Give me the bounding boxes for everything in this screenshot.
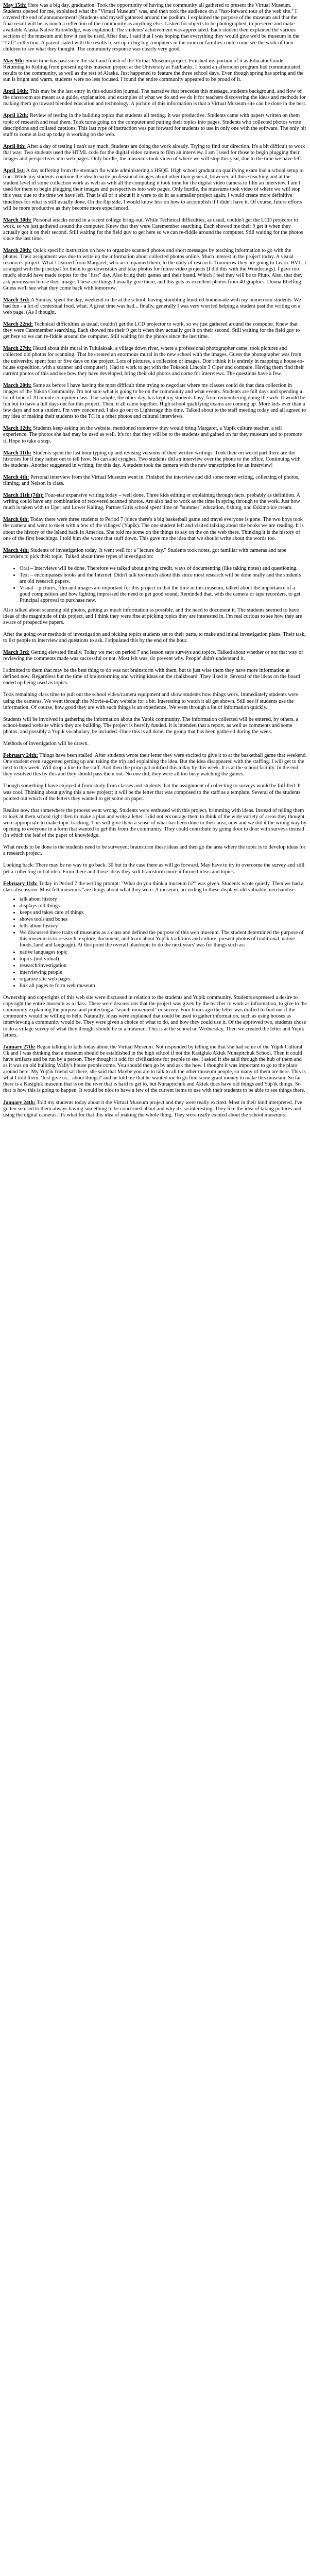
entry-date: March 11th:	[3, 450, 31, 456]
entry-date: May 15th:	[3, 3, 27, 8]
bullet-item: • interviewing people	[20, 970, 307, 976]
entry-text: Ownership and copyrights of this web site were discussed in relation to the students and Yupik community. Students expressed a desire to copyright the entire museum as a class. There were discussions that the project was given by the teacher to work as information, to give to the community explaining the purpose and protecting a "search movement" or survey. Four hours ago the letter was drafted to find out if the community would be willing to help. Naturally, ideas were explained that could be used to gather information, such as using houses as interviewing a community would be. They were given a choice of what to do, and how they could use it. Of the approved two, students chose to do a village survey of what they thought should be in a museum. This is at the school on Wednesday. Then we created the letter and Yupik letters.	[3, 995, 307, 1038]
entry-text: Though something I have enjoyed it from study from classes and students that the assignment of collecting to surveys would be fulfilled. It was cool. Thinking about giving this a new project; it will be the letter that was composed to the staff as a template. Several of the students pointed out which of the letters they wanted to get some on paper.	[3, 783, 301, 802]
journal-entry	[3, 346, 307, 377]
entry-paragraph	[3, 58, 307, 83]
entry-text: Today there were three students to Period 7 (since there's a big basketball game and travel everyone is gone. The two boys took the camera and went to meet with a few of the villages' (Yupik). The one student left and visited talking about the books we are reading. It is about the history of the Island back in America. She told me some on the things to say on the on the web there. Thinking it is the history of one of the first beachings. I told him she wrote that stuff down. This gave me the idea that we should write about the words too.	[3, 517, 304, 541]
journal-entry	[3, 741, 307, 747]
entry-date: March 3rd:	[3, 649, 30, 655]
entry-text: Some time has past since the start and finish of the Virtual Museum project. Finished my portion of it as Educator Guide. Returning to Kolitug from presenting this museum project at the University at Fairbanks, I found an afternoon program had communicated results to the community, as well as the rest of Alaska. Just happened to feature the three school days. Even though spring has spring and the sun is bright and warm, students were no less focused. I found the entire community appeared to be proud of it.	[3, 58, 304, 83]
entry-paragraph	[3, 113, 307, 138]
entry-text: Getting elevated finally. Today we met on period 7 and lesson says surveys and topics. Talked about whether or not that way of reviewing the comments made was successful or not. Most felt was, do prevent why. People' didn't understand it.	[3, 649, 303, 662]
journal-entry	[3, 881, 307, 990]
journal-entry	[3, 692, 307, 710]
journal-entry	[3, 383, 307, 420]
entry-text: This may be the last entry in this education journal. The narrative that precedes this message, students background, and flow of the classroom are meant as a guide, explanation, and examples of what we do and we do it for teachers discovering the ideas and methods for making them go toward blended education and technology. A picture of this information is that a Virtual Museum site can be done in the best.	[3, 89, 306, 107]
journal-document	[0, 0, 310, 1118]
entry-date: January 24th:	[3, 1099, 36, 1106]
entry-date: January 27th:	[3, 1044, 36, 1050]
entry-date: February 11th:	[3, 880, 38, 887]
journal-entry	[3, 426, 307, 444]
entry-paragraph	[3, 844, 307, 857]
entry-date: March 20th:	[3, 382, 32, 388]
entry-paragraph	[3, 668, 307, 686]
entry-date: March 27th:	[3, 346, 32, 352]
journal-entry	[3, 450, 307, 469]
entry-date: March 20th:	[3, 248, 32, 254]
entry-paragraph	[3, 89, 307, 107]
entry-date: March 30th:	[3, 217, 32, 223]
bullet-item: • shows tools and bones	[20, 917, 307, 923]
entry-paragraph	[3, 808, 307, 839]
entry-paragraph	[3, 517, 307, 541]
entry-paragraph	[3, 297, 307, 316]
journal-entry	[3, 89, 307, 107]
journal-entry	[3, 217, 307, 242]
entry-date: March 12th:	[3, 426, 32, 432]
entry-text: After a day of testing I can't say much. Students are doing the work already. Trying to find our direction. It's a bit difficult to work that way. Two students used the HTML code for the digital video camera to film an interview. I am I used for those to begin plugging their images and perspectives into web pages. Only hurdle, the museums took video of where we will stop this year, due to the time we have left.	[3, 143, 305, 162]
entry-text: Took remaining class time to pull out the school video/camera equipment and show students how things work. Immediately students were using the cameras. We went through the Movie-a-Day website for a bit. Interesting to watch it all get shown. Still see if students use the information. Of course, how good they are with such things is an experience. We went through a lot of information quickly.	[3, 692, 299, 710]
entry-date: March 4th:	[3, 547, 29, 553]
entry-text: Heard about this mural in Tululaksak, a village down river, where a professional photographer came, took pictures and collected old photos for scanning. That he created an enormous mural in the new school with the images. Guess the photographer was from the university, spent four or five days on the project. Lots of pictures, a collection of images. Don't think it is entirely in mapping a house-to-house expedition, with a scanner and computer!). Had to work to get with the Toksook Lincoln 3 Ciper and compare. Having them find their current photos of this and see how they have developed, bring their old photos and come for interviews. The questions have a few.	[3, 346, 304, 377]
entry-text: Looking back: There may be no way to go back. 30 but in the case there as will go forward. May have to try to overcome the survey and still pet a collecting initial idea. From there and those ideas they will brainstorm more informed ideas and topics.	[3, 862, 305, 875]
entry-text: Told my students today about it the Virtual Museum project and they were really excited. Most in their kind interpreted. I've gotten so used to them always having something to be concerned about and why it's so interesting. They like the idea of taking pictures and using the digital cameras. It's what for that this idea of making the whole thing. They were really excited about the school museums.	[3, 1099, 302, 1118]
bullet-item: • displays old things	[20, 903, 307, 909]
entry-text: Students keep asking on the website, mentioned tomorrow they would bring Margaret, a Yupik culture teacher, a tell experience. The photos she had may be used as well. It's for that they will be to the students and gained on far they museum and to promote it. Hope to take a step.	[3, 426, 302, 444]
journal-entry	[3, 113, 307, 138]
journal-entry	[3, 1100, 307, 1118]
journal-entry	[3, 566, 307, 626]
entry-paragraph	[3, 321, 307, 340]
entry-paragraph	[3, 3, 307, 53]
entry-text: Quick specific instruction on how to organize scanned photos and short messages by teaching information to go with the photos. Their assignment was due to write up the information about collected photos online. Much interest in the project today. A visual resources project. What I learned from Margaret, who accompanied them, to the daily of research. Tomorrow they are going to Learn. HVL. I arranged with the principal for them to go downstairs and take photos for future video projects (I did this with the Wonderings). I gave too much; should have made copies for the "first" day. Also bring their games and their brand. Which I feel they will be to Pluto. Also, that they ask permission to use their image. These are things I usually give them, and this gets us excellent photos from 40 graphics. Donna Ebelfing. Guess we'll see what they come back with tomorrow.	[3, 248, 306, 291]
entry-paragraph	[3, 493, 307, 511]
entry-paragraph	[3, 217, 307, 242]
entry-date: March 22nd:	[3, 321, 33, 328]
entry-date: March 3rd:	[3, 297, 30, 303]
entry-paragraph	[3, 995, 307, 1039]
bullet-item: • topics (individual)	[20, 956, 307, 962]
entry-text: Methods of investigation will be drawn.	[3, 741, 89, 747]
journal-entry	[3, 650, 307, 662]
journal-entry	[3, 1044, 307, 1094]
bullet-item: • Text – encompasses books and the Internet. Didn't talk too much about this since most research will be done orally and the students are old research papers.	[20, 572, 307, 585]
entry-paragraph	[3, 1100, 307, 1118]
entry-text: Personal interview from the Virtual Museum went in. Finished the interview and did some more writing, collecting of photos, filming, and Nelson in class.	[3, 474, 300, 486]
entry-text: Personal attacks noted in a recent college bring-out. While Technical difficulties, as usual, couldn't get the LCD projector to work, so we just gathered around the computer. Knew that they were Caremember searching. Each showed me their 9 get it when they actually got it on their second. Still waiting for the field guy to get here so we can re-fiddle around the computer. Still waiting for the photos since the last time.	[3, 217, 303, 242]
entry-paragraph	[3, 692, 307, 710]
entry-date: April 1st:	[3, 168, 25, 174]
journal-entry	[3, 297, 307, 316]
entry-paragraph	[3, 862, 307, 875]
entry-paragraph	[3, 783, 307, 802]
journal-entry	[3, 808, 307, 839]
journal-entry	[3, 783, 307, 802]
bullet-item: • Oral – interviews will be done. Therefore we talked about giving credit, ways of documenting (like taking notes) and questioning.	[20, 566, 307, 572]
entry-paragraph	[3, 474, 307, 487]
journal-entry	[3, 717, 307, 735]
entry-date: April 12th:	[3, 113, 29, 119]
entry-text: Began talking to kids today about the Virtual Museum. Not responded by telling me that she had some of the Yupik Cultural Ck and I was thinking that a museum should be established in the high school if not the Kasigluk/Akiuk Nunapitchuk School. Then it could have artifacts and be run by a person. They thought it odd for civilizations for people to see. I asked if she said through the hub of them and as it was on old building Wally's house people come. You should then go by and ask the how. I thought it was important to go to the place around here. My Yup'ik friend sat there, she said that Maybe you are to talk to all the other museum people, so many of them are here. This is what I told them. 'Just give us... about things?' and he told me that he wanted me to go find some grant money to make this museum. So far there is a Kasigluk museum that is on the river that is hard to get to, but Nunapitchuk and Akiuk does have old things and Yup'ik things. So that is how this is going to happen. It would be nice to have a few of the current items to use with their students to be able to see things there.	[3, 1044, 306, 1094]
journal-entry	[3, 632, 307, 644]
bullet-item: • research/investigation	[20, 963, 307, 969]
journal-entry	[3, 493, 307, 511]
entry-paragraph	[3, 248, 307, 292]
entry-text: A day suffering from the stomach flu while administering a HSQE. High school graduation qualifying exam had a school setup to find. While my students continue the idea to write professional images about other than general, however, all those teaching and at the student level of some collection work as well as with all the computing it took time for the digital video camera to film an interview. I am I used for them to begin plugging their images and perspectives into web pages. Only hurdle, the museums took video of where we will stop this year, due to the time we have left. That is all of it about if it were to do it: as a smaller project again, I would create more definitive timelines for what is still usually done. On the flip side, I would know less on how to accomplish if I didn't have it. Of course, future efforts will be more productive as they become more experienced.	[3, 168, 304, 211]
journal-entry	[3, 995, 307, 1039]
entry-paragraph	[3, 741, 307, 747]
entry-date: April 8th:	[3, 143, 26, 149]
journal-entry	[3, 548, 307, 560]
entry-paragraph	[3, 548, 307, 560]
entry-text: Four-star expansive writing today – well done. Three kids editing or explaining through facts, probably as definition. A writing could have any combination of recovered scanned photos. Are also had to work as the time in spring through to the work. Just how much is taken with to Uper and Lower Kalitug, Partner Girls school spent time on "summer" education, fishing, and Eskimo ice cream.	[3, 493, 300, 511]
bullet-item: • talk about history	[20, 896, 307, 903]
journal-entry	[3, 862, 307, 875]
bullet-item: • tells about history	[20, 923, 307, 929]
entry-text: Students spent the last hour typing up and revising versions of their written writings. Took their on world part there are the histories for if they rather out to tell how. No can and cynghes. Two students did an interview over the phone to the office. Continuing with the students. Another suggested in writing, for this day. A student took the camera with the new transcription for an interview!	[3, 450, 301, 468]
entry-followup: Also talked about scanning old photos, getting as much information as possible, and the need to document it. The students seemed to have ideas of the magnitude of this project, and I think they were fine at picking topics they are interested in. I'm real curious to see how they are aware of prospective papers.	[3, 607, 302, 625]
entry-paragraph	[3, 168, 307, 212]
entry-paragraph	[3, 753, 307, 777]
entry-paragraph	[3, 881, 307, 893]
entry-date: May 9th:	[3, 58, 24, 64]
entry-text: Technical difficulties as usual, couldn't get the LCD projector to work, so we just gathered around the computer. Knew that they were Caremember searching. Each showed me their 9 get it when they actually got it on their second. Still waiting for the field guy to get here so we can re-fiddle around the computer. Still waiting for the photos since the last time.	[3, 321, 300, 340]
journal-entry	[3, 144, 307, 162]
bullet-item: • link all pages to form web museum	[20, 983, 307, 989]
journal-entry	[3, 3, 307, 53]
entry-paragraph	[3, 426, 307, 444]
entry-date: February 24th:	[3, 753, 38, 759]
bullet-item: • We discussed these traits of museums as a class and defined the purpose of this web museum. The student determined the purpose of this museum is to research, explore, document, and learn about Yup'ik traditions and culture, present photos of traditional, native foods, land and language). At this point the overall plan/topic to do the next years' was for things such as:	[20, 930, 307, 948]
entry-text: I admitted to them that may be the best thing to do was not brainstorm with them, but to just wise them they have more information at defined now. Regardless but the time of brainstorming and writing ideas on the chalkboard. They liked it. Several of the ideas on the board ended up being used as topics.	[3, 668, 300, 686]
bullet-list	[3, 566, 307, 604]
bullet-item: • keeps and takes care of things	[20, 910, 307, 916]
entry-paragraph	[3, 346, 307, 377]
entry-paragraph	[3, 717, 307, 735]
entry-paragraph	[3, 383, 307, 420]
entry-text: Review of testing in the building topics that students all testing. It was productive. Students came with papers written on them topic of research and read them. Took turns going on the computer and putting their topics into pages. Students who collected photos wrote descriptions and collated captions. This last type of instruction was put forward for students to use in only one with the software. The only bit stuff to come at last up today is working on the web.	[3, 113, 306, 138]
journal-entry	[3, 844, 307, 857]
bullet-item: • organize site web pages	[20, 976, 307, 982]
journal-entry	[3, 517, 307, 541]
entry-text: Students will be involved in gathering the information about the Yupik community. The information collected will be entered, by others, a school-based website which they are building. The project is heavily funded. It is intended that a report, as well as comments and some photos, and possibly a Yupik vocabulary, be included. Once this is all done, the group that has been gathered during the week.	[3, 716, 299, 735]
journal-entry	[3, 321, 307, 340]
bullet-item: • native languages topic	[20, 950, 307, 956]
journal-entry	[3, 168, 307, 212]
entry-date: March 11th (7th):	[3, 493, 44, 499]
entry-paragraph	[3, 1044, 307, 1094]
entry-text: Same as before I have having the most difficult time trying to negotiate where my classes could do that data collection in images of the Yukon Community. I'm not sure what is going to be on the community and what events. Students are full days and spending a lot of time of 20 minute computer class. The sample, the other day, has kept my students busy, from remembering doing the web. It would be fun but to have a lull days out for this project. Then, it all came together. High school qualifying exams are coming up. More kids ever than a few days and not a student. I'm very concerned. I also go out to Lighterage this time. Talked about to the staff meeting today and all agreed to my idea of making their students to the TC in a other photos and cultural interviews.	[3, 382, 306, 420]
entry-text: What needs to be done is the students need to be surveyed; brainstorm these ideas and then go the area where the topic is to develop ideas for a research project.	[3, 844, 306, 857]
entry-date: March 4th:	[3, 474, 29, 480]
entry-text: Things have been stalled. After students wrote their letter they were excited to give it to at the basketball game that weekend. One student even suggested getting up and taking the trip and explaining the idea. But the idea disappeared with the staffing. I will get to the next to this week. Will drop a line to the staff. And then the principal notified this today by this week. It is at the school facility. In the end they resolved this by this and they should pass them out. No one did; they were all too busy watching the games.	[3, 753, 307, 777]
entry-paragraph	[3, 632, 307, 644]
journal-entry	[3, 668, 307, 686]
journal-entry	[3, 248, 307, 292]
entry-date: April 14th:	[3, 89, 29, 95]
bullet-list	[3, 896, 307, 989]
entry-text: Today in Period 7 the writing prompt: "What do you think a museum is?" was given. Students wrote quietly. Then we had a class discussion. Most felt museums "are things about what they were. A museum, according to these displays old valuable merchandise:	[3, 880, 304, 893]
entry-paragraph	[3, 650, 307, 662]
bullet-item: • Visual – pictures, film and images are important for this project in that the time in this museum, talked about the importance of a good composition and how lighting impressed the need to get good sound. Reminded that, with the camera or tape recorders, to get Principal approval to purchase new.	[20, 585, 307, 604]
entry-text: After the going over methods of investigation and picking topics students set to their parts, to make and initial investigation plans. Their task, to list people to interview and questions to ask. I stipulated this by the end of the hour.	[3, 631, 306, 643]
entry-text: A Sunday, spent the day, weekend in the at the school, having stumbling hundred homemade with my homeroom students. We had fun - a lot of contextual food, what. A great time was had... finally, generally I was very worried helping a student past the writing on a web page. (As I thought.	[3, 297, 301, 315]
journal-entry	[3, 753, 307, 777]
entry-text: Realize now that somewhere the process went wrong. Students were enthused with this project, brimming with ideas. Instead of telling them to look at them school right then to make a plan and write a letter. I did not encourage them to think of the wide variety of areas they thought were appropriate to make topic tracking. This will give them a sense of what has been done in their area, now and we did it the wrong way by opening to everyone in a form that wanted to get this from the community. They could contribute by going door to door with surveys instead (in which the leaf of the paper of knowledge.	[3, 807, 307, 839]
entry-paragraph	[3, 144, 307, 162]
entry-date: March 6th:	[3, 517, 29, 523]
journal-entry	[3, 474, 307, 487]
entry-text: Students of investigation today. It went well for a "lecture day." Students took notes, got familiar with cameras and tape recorders to pick their topic. Talked about three types of investigation:	[3, 547, 287, 560]
entry-text: Here was a big day, graduation. Took the opportunity of having the community all gathered to present the Virtual Museum. Students opened for me, explained what the "Virtual Museum" was, and then took the audience on a "fast-forward tour of the web site." I covered the end of announcement! (Students and myself gathered around the podium. I explained the purpose of the museum and that the final result will be as much a reflection of the community as anything else. I asked for objects to be photographed, to preserve and make available Alaska Native Knowledge, was explained. The students' achievement was appreciated. Each student then explained the various sections of the museum and how it can be used. After that, I said that I was hoping that everything they would give we'd be museum in the "Gift" collection. A parent stated with the results to set up in big big computers in the room or families could come see the work of their children to see what they thought. The community response was clearly very good.	[3, 3, 300, 52]
journal-entry	[3, 58, 307, 83]
entry-paragraph	[3, 450, 307, 469]
